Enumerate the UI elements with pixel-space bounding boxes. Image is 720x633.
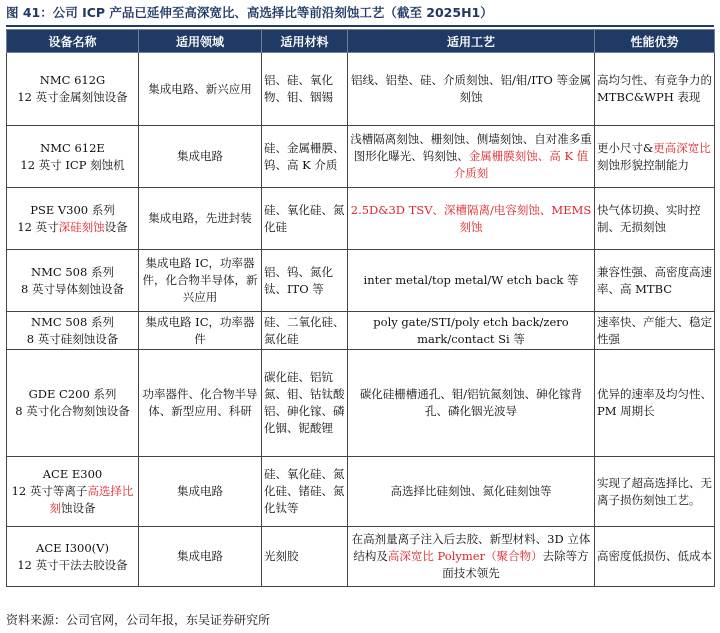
field-cell <box>139 457 262 527</box>
advantage-cell <box>595 312 715 350</box>
table-row <box>7 312 715 350</box>
table-row <box>7 188 715 250</box>
highlight-text: 金属栅膜刻蚀、高 K 值介质刻 <box>453 149 589 180</box>
field-cell <box>139 527 262 587</box>
material-cell <box>262 53 348 126</box>
cell-text: 集成电路，先进封装 <box>148 211 252 225</box>
cell-text: 高均匀性、有竞争力的 MTBC&WPH 表现 <box>597 73 712 104</box>
device-cell <box>7 250 139 312</box>
advantage-cell <box>595 126 715 188</box>
source-note: 资料来源：公司官网，公司年报，东吴证券研究所 <box>6 613 271 627</box>
header-process: 适用工艺 <box>348 30 595 53</box>
cell-text: 浅槽隔离刻蚀、栅刻蚀、侧墙刻蚀、自对准多重图形化曝光、钨刻蚀、 <box>350 132 592 163</box>
field-cell <box>139 250 262 312</box>
cell-text: 碳化硅、铝钪氮、钼、钴钛酸铝、砷化镓、磷化铟、铌酸锂 <box>264 370 345 435</box>
cell-text: 碳化硅栅槽通孔、钼/铝钪氮刻蚀、砷化镓背孔、磷化铟光波导 <box>359 387 583 418</box>
device-cell <box>7 53 139 126</box>
cell-text: 集成电路 <box>177 149 223 163</box>
field-cell <box>139 126 262 188</box>
highlight-text: 高选择比刻 <box>49 484 134 515</box>
advantage-cell <box>595 457 715 527</box>
cell-text: 兼容性强、高密度高速率、高 MTBC <box>597 264 712 296</box>
cell-text: NMC 612E <box>40 140 105 155</box>
cell-text: GDE C200 系列 <box>28 387 117 401</box>
cell-text: 12 英寸 <box>17 219 59 234</box>
cell-text: 8 英寸导体刻蚀设备 <box>21 281 124 296</box>
highlight-text: 深硅刻蚀 <box>58 219 105 234</box>
cell-text: 铝、硅、氧化物、钼、铟锡 <box>264 73 333 104</box>
cell-text: PSE V300 系列 <box>30 202 115 217</box>
cell-text: inter metal/top metal/W etch back 等 <box>363 273 579 287</box>
table-row <box>7 250 715 312</box>
highlight-text: 2.5D&3D TSV、深槽隔离/电容刻蚀、MEMS 刻蚀 <box>350 202 592 234</box>
advantage-cell <box>595 350 715 457</box>
table-row <box>7 350 715 457</box>
field-cell <box>139 350 262 457</box>
cell-text: 12 英寸干法去胶设备 <box>17 557 128 572</box>
highlight-text: 高深宽比 Polymer（聚合物） <box>387 549 543 563</box>
cell-text: 铝线、铝垫、硅、介质刻蚀、铝/钼/ITO 等金属刻蚀 <box>350 73 592 104</box>
material-cell <box>262 312 348 350</box>
cell-text: 12 英寸金属刻蚀设备 <box>17 90 128 104</box>
cell-text: ACE I300(V) <box>36 540 109 555</box>
cell-text: 集成电路 <box>177 484 223 498</box>
advantage-cell <box>595 527 715 587</box>
cell-text: 速率快、产能大、稳定性强 <box>597 314 712 346</box>
cell-text: 功率器件、化合物半导体、新型应用、科研 <box>142 387 258 418</box>
advantage-cell <box>595 188 715 250</box>
advantage-cell <box>595 250 715 312</box>
material-cell <box>262 350 348 457</box>
product-table <box>6 29 715 587</box>
field-cell <box>139 312 262 350</box>
cell-text: 12 英寸等离子 <box>11 484 88 498</box>
advantage-cell <box>595 53 715 126</box>
cell-text: 在高剂量离子注入后去胶、新型材料、3D 立体结构及 <box>351 532 591 563</box>
cell-text: 蚀设备 <box>61 501 96 515</box>
device-cell <box>7 312 139 350</box>
material-cell <box>262 457 348 527</box>
cell-text: 优异的速率及均匀性、PM 周期长 <box>597 387 712 418</box>
cell-text: 光刻胶 <box>264 549 299 563</box>
process-cell <box>348 350 595 457</box>
device-cell <box>7 350 139 457</box>
process-cell <box>348 527 595 587</box>
cell-text: 硅、二氧化硅、氮化硅 <box>264 314 345 346</box>
cell-text: 集成电路 <box>177 549 223 563</box>
cell-text: 硅、氧化硅、氮化硅、锗硅、氮化钛等 <box>264 467 345 515</box>
cell-text: poly gate/STI/poly etch back/zero mark/contact Si 等 <box>373 314 569 346</box>
device-cell <box>7 188 139 250</box>
cell-text: NMC 508 系列 <box>31 264 114 279</box>
highlight-text: 更高深宽比 <box>653 140 711 155</box>
process-cell <box>348 126 595 188</box>
cell-text: 8 英寸硅刻蚀设备 <box>26 331 119 346</box>
table-row <box>7 53 715 126</box>
title-rule <box>6 25 714 27</box>
table-row <box>7 457 715 527</box>
cell-text: 集成电路 IC，功率器件，化合物半导体，新兴应用 <box>142 256 258 304</box>
cell-text: 更小尺寸& <box>597 140 654 155</box>
process-cell <box>348 457 595 527</box>
process-cell <box>348 312 595 350</box>
process-cell <box>348 53 595 126</box>
material-cell <box>262 527 348 587</box>
cell-text: ACE E300 <box>42 467 103 481</box>
cell-text: 集成电路、新兴应用 <box>148 81 252 96</box>
cell-text: 硅、金属栅膜、钨、高 K 介质 <box>264 140 345 172</box>
process-cell <box>348 250 595 312</box>
field-cell <box>139 188 262 250</box>
header-advantage: 性能优势 <box>595 30 715 53</box>
table-row <box>7 126 715 188</box>
cell-text: 高密度低损伤、低成本 <box>597 549 712 563</box>
field-cell <box>139 53 262 126</box>
cell-text: 高选择比硅刻蚀、氮化硅刻蚀等 <box>390 484 552 498</box>
material-cell <box>262 250 348 312</box>
cell-text: 铝、钨、氮化钛、ITO 等 <box>264 264 333 296</box>
device-cell <box>7 457 139 527</box>
cell-text: 8 英寸化合物刻蚀设备 <box>15 404 130 418</box>
material-cell <box>262 126 348 188</box>
device-cell <box>7 527 139 587</box>
cell-text: 实现了超高选择比、无离子损伤刻蚀工艺。 <box>597 475 712 507</box>
header-device-name: 设备名称 <box>7 30 139 53</box>
table-row <box>7 527 715 587</box>
cell-text: 快气体切换、实时控制、无损刻蚀 <box>597 202 701 234</box>
cell-text: NMC 508 系列 <box>31 314 114 329</box>
cell-text: 硅、氧化硅、氮化硅 <box>264 202 345 234</box>
cell-text: NMC 612G <box>39 73 106 87</box>
cell-text: 设备 <box>104 219 128 234</box>
cell-text: 集成电路 IC，功率器件 <box>145 314 255 346</box>
header-application-field: 适用领域 <box>139 30 262 53</box>
cell-text: 去除等方面技术领先 <box>442 549 589 580</box>
material-cell <box>262 188 348 250</box>
table-header-row <box>7 30 715 53</box>
process-cell <box>348 188 595 250</box>
device-cell <box>7 126 139 188</box>
cell-text: 刻蚀形貌控制能力 <box>597 157 689 172</box>
figure-title: 图 41：公司 ICP 产品已延伸至高深宽比、高选择比等前沿刻蚀工艺（截至 2025H1） <box>6 5 493 20</box>
cell-text: 12 英寸 ICP 刻蚀机 <box>20 157 125 172</box>
header-material: 适用材料 <box>262 30 348 53</box>
